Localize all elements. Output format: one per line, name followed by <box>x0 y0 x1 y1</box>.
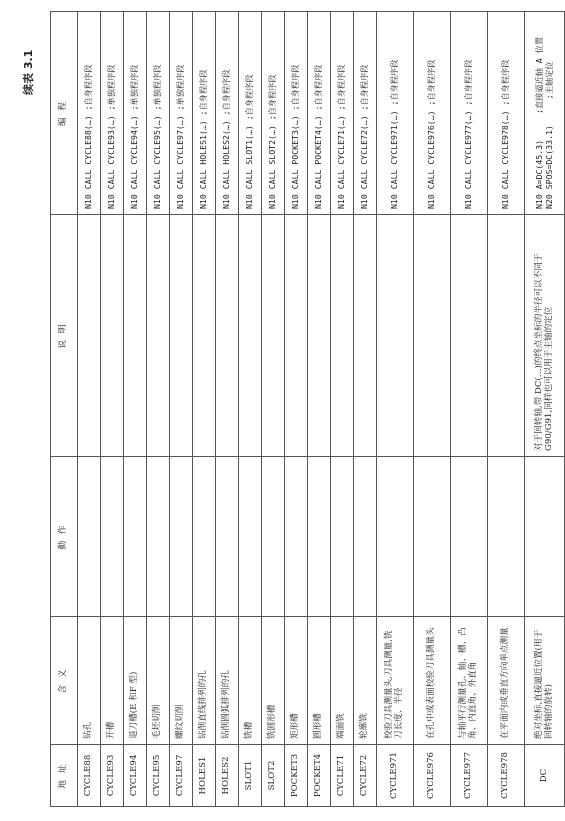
table-row <box>354 12 377 807</box>
cell-meaning: 铣槽 <box>239 617 262 745</box>
table-row <box>451 12 488 807</box>
cell-meaning: 在孔中或表面校验刀具测量头 <box>414 617 451 745</box>
cell-address: CYCLE95 <box>147 745 170 807</box>
cell-address: CYCLE971 <box>377 745 414 807</box>
cell-address: HOLES2 <box>216 745 239 807</box>
cell-address: CYCLE978 <box>488 745 525 807</box>
cell-address: CYCLE97 <box>170 745 193 807</box>
cell-program: N10 CALL HOLES1(…) ;自身程序段 <box>193 12 216 215</box>
table-row <box>488 12 525 807</box>
cell-address: CYCLE976 <box>414 745 451 807</box>
cell-explanation <box>239 215 262 457</box>
cell-action <box>488 457 525 617</box>
table-row <box>147 12 170 807</box>
cell-address: SLOT1 <box>239 745 262 807</box>
cell-program: N10 CALL HOLES2(…) ;自身程序段 <box>216 12 239 215</box>
cell-meaning: 钻削直线排列的孔 <box>193 617 216 745</box>
header-meaning: 含 义 <box>51 617 78 745</box>
cell-meaning: 矩形槽 <box>285 617 308 745</box>
table-body <box>78 12 565 807</box>
cell-meaning: 绝对坐标,直接逼近位置(用于回转轴的旋转) <box>525 617 565 745</box>
cell-action <box>193 457 216 617</box>
header-explanation: 说 明 <box>51 215 78 457</box>
cell-meaning: 校验刀具测量头,刀具测量,铣刀长度、半径 <box>377 617 414 745</box>
cell-program: N10 CALL CYCLE97(…) ;单独程序段 <box>170 12 193 215</box>
cell-program: N10 CALL CYCLE977(…) ;自身程序段 <box>451 12 488 215</box>
table-row <box>170 12 193 807</box>
cell-address: CYCLE72 <box>354 745 377 807</box>
cell-action <box>78 457 101 617</box>
cell-address: CYCLE88 <box>78 745 101 807</box>
cell-address: HOLES1 <box>193 745 216 807</box>
cell-address: POCKET4 <box>308 745 331 807</box>
table-row <box>101 12 124 807</box>
cell-explanation <box>451 215 488 457</box>
table-row <box>193 12 216 807</box>
cell-explanation: 对于回转轴,带 DC(…)的终点坐标的半径可以不同于 G90/G91,同样也可以用于主轴的定位 <box>525 215 565 457</box>
cell-explanation <box>308 215 331 457</box>
cell-program: N10 CALL CYCLE978(…) ;自身程序段 <box>488 12 525 215</box>
program-comment: ;直接逼近轴 A 位置 <box>534 36 545 114</box>
cell-explanation <box>285 215 308 457</box>
header-program: 编 程 <box>51 12 78 215</box>
cell-program: N10 CALL POCKET3(…) ;自身程序段 <box>285 12 308 215</box>
cell-meaning: 钻孔 <box>78 617 101 745</box>
cell-program: N10 CALL CYCLE88(…) ;自身程序段 <box>78 12 101 215</box>
cell-explanation <box>147 215 170 457</box>
cell-explanation <box>101 215 124 457</box>
table-row <box>525 12 565 807</box>
cell-meaning: 退刀槽(E 和F 型) <box>124 617 147 745</box>
cell-program: N10 CALL CYCLE94(…) ;单独程序段 <box>124 12 147 215</box>
cell-address: CYCLE977 <box>451 745 488 807</box>
cell-action <box>239 457 262 617</box>
cell-meaning: 螺纹切削 <box>170 617 193 745</box>
table-row <box>377 12 414 807</box>
cell-action <box>354 457 377 617</box>
table-row <box>308 12 331 807</box>
cell-program: N10 CALL CYCLE95(…) ;单独程序段 <box>147 12 170 215</box>
cell-meaning: 轮廓铣 <box>354 617 377 745</box>
table-row <box>216 12 239 807</box>
cell-action <box>308 457 331 617</box>
cell-action <box>414 457 451 617</box>
table-row <box>262 12 285 807</box>
cell-address: CYCLE94 <box>124 745 147 807</box>
cell-program: N10 CALL SLOT1(…) ;自身程序段 <box>239 12 262 215</box>
cell-meaning: 端面铣 <box>331 617 354 745</box>
header-action: 動 作 <box>51 457 78 617</box>
cell-address: CYCLE93 <box>101 745 124 807</box>
table-caption: 续表 3.1 <box>22 49 35 95</box>
cell-program: N10 CALL CYCLE971(…) ;自身程序段 <box>377 12 414 215</box>
cell-action <box>124 457 147 617</box>
cell-address: POCKET3 <box>285 745 308 807</box>
cell-explanation <box>414 215 451 457</box>
table-row <box>239 12 262 807</box>
cell-address: CYCLE71 <box>331 745 354 807</box>
cell-explanation <box>262 215 285 457</box>
table-row <box>414 12 451 807</box>
cell-action <box>285 457 308 617</box>
cell-explanation <box>331 215 354 457</box>
table-row <box>78 12 101 807</box>
table-header-row <box>51 12 78 807</box>
program-line <box>545 17 554 209</box>
cell-program: N10 CALL CYCLE976(…) ;自身程序段 <box>414 12 451 215</box>
cell-explanation <box>488 215 525 457</box>
cell-action <box>377 457 414 617</box>
program-comment: ;主轴定位 <box>543 61 554 100</box>
instruction-table <box>50 11 565 807</box>
table-row <box>331 12 354 807</box>
cell-explanation <box>377 215 414 457</box>
cell-explanation <box>354 215 377 457</box>
cell-action <box>101 457 124 617</box>
program-code: N10 A=DC(45.3) <box>534 139 545 209</box>
cell-address: SLOT2 <box>262 745 285 807</box>
header-address: 地 址 <box>51 745 78 807</box>
cell-address: DC <box>525 745 565 807</box>
cell-action <box>216 457 239 617</box>
cell-meaning: 与轴平行测量孔、轴、槽、凸角、内直角、外直角 <box>451 617 488 745</box>
cell-meaning: 钻削圆弧排列的孔 <box>216 617 239 745</box>
cell-meaning: 铣圆形槽 <box>262 617 285 745</box>
cell-program: N10 CALL CYCLE93(…) ;单独程序段 <box>101 12 124 215</box>
cell-action <box>451 457 488 617</box>
cell-meaning: 毛坯切削 <box>147 617 170 745</box>
table-row <box>124 12 147 807</box>
cell-explanation <box>78 215 101 457</box>
cell-action <box>331 457 354 617</box>
cell-explanation <box>170 215 193 457</box>
cell-explanation <box>216 215 239 457</box>
cell-program: N10 CALL SLOT2(…) ;自身程序段 <box>262 12 285 215</box>
cell-program <box>525 12 565 215</box>
cell-action <box>262 457 285 617</box>
cell-explanation <box>124 215 147 457</box>
table-row <box>285 12 308 807</box>
cell-action <box>147 457 170 617</box>
cell-program: N10 CALL CYCLE72(…) ;自身程序段 <box>354 12 377 215</box>
cell-meaning: 在平面内或垂直方向单点测量 <box>488 617 525 745</box>
cell-explanation <box>193 215 216 457</box>
cell-meaning: 开槽 <box>101 617 124 745</box>
cell-action <box>170 457 193 617</box>
cell-action <box>525 457 565 617</box>
program-code: N20 SPOS=DC(33.1) <box>543 125 554 209</box>
cell-program: N10 CALL CYCLE71(…) ;自身程序段 <box>331 12 354 215</box>
cell-meaning: 圆形槽 <box>308 617 331 745</box>
cell-program: N10 CALL POCKET4(…) ;自身程序段 <box>308 12 331 215</box>
